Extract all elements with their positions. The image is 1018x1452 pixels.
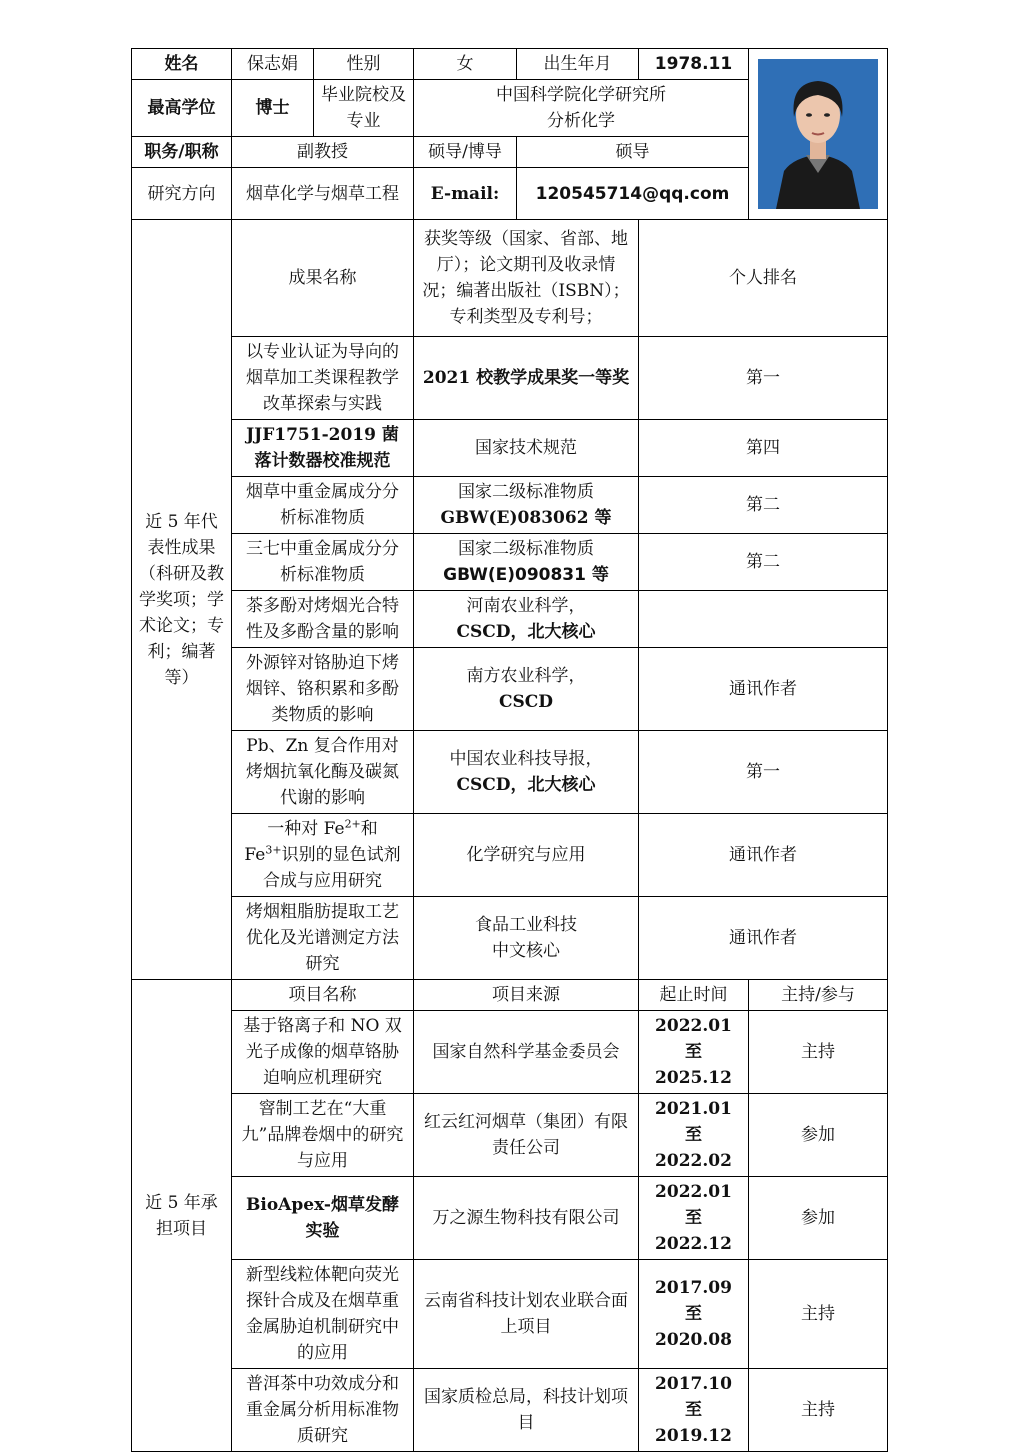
achievement-name: 烟草中重金属成分分析标准物质 bbox=[232, 477, 414, 534]
project-start: 2017.09 至 bbox=[655, 1278, 732, 1324]
email-value: 120545714@qq.com bbox=[517, 168, 749, 220]
project-role: 主持 bbox=[749, 1369, 888, 1452]
project-end: 2019.12 bbox=[655, 1426, 732, 1446]
achievement-type: 国家技术规范 bbox=[414, 420, 639, 477]
project-period bbox=[639, 1369, 749, 1452]
achievement-type bbox=[414, 534, 639, 591]
achievement-name-part: 识别的显色试剂合成与应用研究 bbox=[263, 845, 401, 891]
achievement-type-line-1: 南方农业科学， bbox=[466, 666, 586, 686]
achievements-header-name: 成果名称 bbox=[232, 220, 414, 337]
project-name: 窨制工艺在“大重九”品牌卷烟中的研究与应用 bbox=[232, 1094, 414, 1177]
project-source: 国家自然科学基金委员会 bbox=[414, 1011, 639, 1094]
name-value: 保志娟 bbox=[232, 49, 314, 80]
superscript: 2+ bbox=[344, 817, 361, 831]
achievement-rank bbox=[639, 591, 888, 648]
project-start: 2021.01 至 bbox=[655, 1099, 732, 1145]
achievements-section-label: 近 5 年代表性成果（科研及教学奖项；学术论文；专利；编著等） bbox=[132, 220, 232, 980]
achievement-rank: 通讯作者 bbox=[639, 897, 888, 980]
project-start: 2022.01 至 bbox=[655, 1016, 732, 1062]
school-label: 毕业院校及专业 bbox=[314, 80, 414, 137]
projects-header-period: 起止时间 bbox=[639, 980, 749, 1011]
projects-section-label: 近 5 年承担项目 bbox=[132, 980, 232, 1452]
achievement-name-part: 一种对 Fe bbox=[267, 819, 345, 839]
achievement-rank: 通讯作者 bbox=[639, 814, 888, 897]
project-start: 2017.10 至 bbox=[655, 1374, 732, 1420]
superscript: 3+ bbox=[265, 843, 282, 857]
achievement-type-line-2: CSCD，北大核心 bbox=[456, 775, 596, 795]
achievement-type-line-1: 中国农业科技导报， bbox=[449, 749, 603, 769]
project-source: 红云红河烟草（集团）有限责任公司 bbox=[414, 1094, 639, 1177]
project-source: 国家质检总局，科技计划项目 bbox=[414, 1369, 639, 1452]
achievement-type-line-1: 国家二级标准物质 bbox=[458, 482, 594, 502]
birth-label: 出生年月 bbox=[517, 49, 639, 80]
project-role: 主持 bbox=[749, 1011, 888, 1094]
gender-value: 女 bbox=[414, 49, 517, 80]
project-end: 2022.02 bbox=[655, 1151, 732, 1171]
achievement-rank: 第四 bbox=[639, 420, 888, 477]
achievement-type: 2021 校教学成果奖一等奖 bbox=[414, 337, 639, 420]
project-end: 2020.08 bbox=[655, 1330, 732, 1350]
projects-header-name: 项目名称 bbox=[232, 980, 414, 1011]
research-value: 烟草化学与烟草工程 bbox=[232, 168, 414, 220]
achievement-rank: 第二 bbox=[639, 534, 888, 591]
project-period bbox=[639, 1177, 749, 1260]
name-label: 姓名 bbox=[132, 49, 232, 80]
achievement-type: 化学研究与应用 bbox=[414, 814, 639, 897]
gender-label: 性别 bbox=[314, 49, 414, 80]
achievement-type-line-2: CSCD，北大核心 bbox=[456, 622, 596, 642]
achievement-name: JJF1751-2019 菌落计数器校准规范 bbox=[232, 420, 414, 477]
achievement-rank: 第一 bbox=[639, 731, 888, 814]
achievement-type bbox=[414, 897, 639, 980]
achievement-name: 烤烟粗脂肪提取工艺优化及光谱测定方法研究 bbox=[232, 897, 414, 980]
project-name: 普洱茶中功效成分和重金属分析用标准物质研究 bbox=[232, 1369, 414, 1452]
project-role: 主持 bbox=[749, 1260, 888, 1369]
degree-label: 最高学位 bbox=[132, 80, 232, 137]
achievement-type bbox=[414, 591, 639, 648]
achievement-type-line-2: GBW(E)090831 等 bbox=[443, 565, 609, 585]
achievement-name: 三七中重金属成分分析标准物质 bbox=[232, 534, 414, 591]
achievement-type-line-2: 中文核心 bbox=[492, 941, 560, 961]
project-name: 基于铬离子和 NO 双光子成像的烟草铬胁迫响应机理研究 bbox=[232, 1011, 414, 1094]
achievements-header-type: 获奖等级（国家、省部、地厅）；论文期刊及收录情况；编著出版社（ISBN）；专利类型及专利号； bbox=[414, 220, 639, 337]
title-value: 副教授 bbox=[232, 137, 414, 168]
project-role: 参加 bbox=[749, 1177, 888, 1260]
project-source: 万之源生物科技有限公司 bbox=[414, 1177, 639, 1260]
degree-value: 博士 bbox=[232, 80, 314, 137]
research-label: 研究方向 bbox=[132, 168, 232, 220]
achievement-rank: 通讯作者 bbox=[639, 648, 888, 731]
project-source: 云南省科技计划农业联合面上项目 bbox=[414, 1260, 639, 1369]
achievement-type bbox=[414, 477, 639, 534]
achievement-name-part: 和 Fe bbox=[244, 819, 378, 865]
achievement-rank: 第二 bbox=[639, 477, 888, 534]
project-start: 2022.01 至 bbox=[655, 1182, 732, 1228]
project-name: 新型线粒体靶向荧光探针合成及在烟草重金属胁迫机制研究中的应用 bbox=[232, 1260, 414, 1369]
achievement-rank: 第一 bbox=[639, 337, 888, 420]
school-line-2: 分析化学 bbox=[547, 111, 615, 131]
cv-table bbox=[131, 48, 888, 1452]
achievement-name: 外源锌对铬胁迫下烤烟锌、铬积累和多酚类物质的影响 bbox=[232, 648, 414, 731]
project-period bbox=[639, 1260, 749, 1369]
achievement-name bbox=[232, 814, 414, 897]
birth-value: 1978.11 bbox=[639, 49, 749, 80]
title-label: 职务/职称 bbox=[132, 137, 232, 168]
achievements-header-rank: 个人排名 bbox=[639, 220, 888, 337]
project-name: BioApex-烟草发酵实验 bbox=[232, 1177, 414, 1260]
school-line-1: 中国科学院化学研究所 bbox=[496, 85, 666, 105]
achievement-name: 茶多酚对烤烟光合特性及多酚含量的影响 bbox=[232, 591, 414, 648]
photo-cell bbox=[749, 49, 888, 220]
achievement-type bbox=[414, 648, 639, 731]
project-period bbox=[639, 1094, 749, 1177]
achievement-type-line-1: 国家二级标准物质 bbox=[458, 539, 594, 559]
project-period bbox=[639, 1011, 749, 1094]
projects-header-source: 项目来源 bbox=[414, 980, 639, 1011]
supervisor-value: 硕导 bbox=[517, 137, 749, 168]
achievement-type-line-2: CSCD bbox=[498, 692, 554, 712]
projects-header-role: 主持/参与 bbox=[749, 980, 888, 1011]
achievement-name: Pb、Zn 复合作用对烤烟抗氧化酶及碳氮代谢的影响 bbox=[232, 731, 414, 814]
project-end: 2025.12 bbox=[655, 1068, 732, 1088]
school-value bbox=[414, 80, 749, 137]
achievement-name: 以专业认证为导向的烟草加工类课程教学改革探索与实践 bbox=[232, 337, 414, 420]
project-role: 参加 bbox=[749, 1094, 888, 1177]
achievement-type-line-2: GBW(E)083062 等 bbox=[440, 508, 612, 528]
achievement-type bbox=[414, 731, 639, 814]
supervisor-label: 硕导/博导 bbox=[414, 137, 517, 168]
portrait-photo bbox=[758, 59, 878, 209]
achievement-type-line-1: 河南农业科学， bbox=[466, 596, 586, 616]
project-end: 2022.12 bbox=[655, 1234, 732, 1254]
email-label: E-mail: bbox=[414, 168, 517, 220]
achievement-type-line-1: 食品工业科技 bbox=[475, 915, 577, 935]
